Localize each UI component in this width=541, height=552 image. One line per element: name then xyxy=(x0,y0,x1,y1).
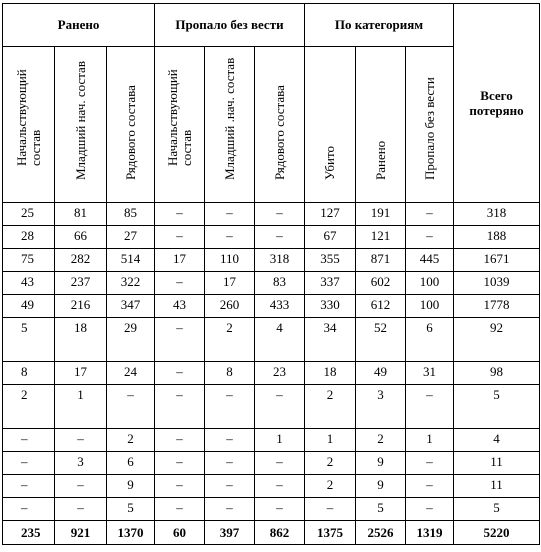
losses-table-container xyxy=(2,3,540,545)
subheader-label: Младший нач. состав xyxy=(72,61,88,180)
table-cell: – xyxy=(155,452,205,475)
table-cell: 23 xyxy=(255,362,305,385)
table-cell: – xyxy=(107,385,155,429)
table-cell: 8 xyxy=(205,362,255,385)
table-row xyxy=(3,295,540,318)
table-cell: – xyxy=(205,226,255,249)
table-cell: – xyxy=(205,429,255,452)
table-cell: – xyxy=(3,498,55,521)
table-cell: 1 xyxy=(55,385,107,429)
table-cell: – xyxy=(3,475,55,498)
table-cell: 11 xyxy=(454,452,540,475)
table-cell: 31 xyxy=(406,362,454,385)
table-cell: 6 xyxy=(107,452,155,475)
table-cell: 2 xyxy=(305,475,356,498)
table-cell: – xyxy=(205,498,255,521)
subheader-wounded-command xyxy=(3,47,55,203)
table-row xyxy=(3,362,540,385)
table-cell: 110 xyxy=(205,249,255,272)
table-cell: – xyxy=(255,226,305,249)
header-by-category: По категориям xyxy=(305,4,454,47)
header-wounded: Ранено xyxy=(3,4,155,47)
header-total-lost xyxy=(454,4,540,203)
total-cell: 5220 xyxy=(454,521,540,545)
table-cell: 216 xyxy=(55,295,107,318)
table-row xyxy=(3,498,540,521)
table-cell: 871 xyxy=(356,249,406,272)
table-cell: 92 xyxy=(454,318,540,362)
table-cell: 85 xyxy=(107,203,155,226)
table-cell: 2 xyxy=(305,385,356,429)
subheader-missing-junior xyxy=(205,47,255,203)
table-cell: 612 xyxy=(356,295,406,318)
total-cell: 2526 xyxy=(356,521,406,545)
table-cell: 337 xyxy=(305,272,356,295)
table-cell: 1 xyxy=(255,429,305,452)
subheader-killed xyxy=(305,47,356,203)
table-cell: – xyxy=(406,475,454,498)
table-cell: 75 xyxy=(3,249,55,272)
header-missing: Пропало без вести xyxy=(155,4,305,47)
subheader-label: Пропало без вести xyxy=(421,77,437,180)
table-cell: 28 xyxy=(3,226,55,249)
table-cell: 6 xyxy=(406,318,454,362)
table-cell: 2 xyxy=(205,318,255,362)
total-cell: 921 xyxy=(55,521,107,545)
table-cell: 5 xyxy=(454,498,540,521)
subheader-missing-rank xyxy=(255,47,305,203)
subheader-label: Младший .нач. состав xyxy=(221,57,237,180)
subheader-wounded-rank xyxy=(107,47,155,203)
subheader-label: Рядового состава xyxy=(122,85,138,180)
table-cell: 318 xyxy=(454,203,540,226)
table-cell: 347 xyxy=(107,295,155,318)
table-cell: – xyxy=(406,452,454,475)
table-cell: – xyxy=(55,475,107,498)
table-cell: 127 xyxy=(305,203,356,226)
subheader-label: Ранено xyxy=(372,140,388,180)
total-cell: 862 xyxy=(255,521,305,545)
table-cell: 9 xyxy=(356,475,406,498)
table-cell: 17 xyxy=(155,249,205,272)
table-cell: 282 xyxy=(55,249,107,272)
table-cell: – xyxy=(205,452,255,475)
table-cell: 2 xyxy=(107,429,155,452)
table-cell: 355 xyxy=(305,249,356,272)
table-cell: – xyxy=(55,498,107,521)
table-cell: – xyxy=(155,272,205,295)
table-cell: 5 xyxy=(3,318,55,362)
table-cell: – xyxy=(155,385,205,429)
table-cell: 66 xyxy=(55,226,107,249)
subheader-label: Рядового состава xyxy=(271,85,287,180)
table-cell: 3 xyxy=(356,385,406,429)
losses-table-body xyxy=(3,203,540,545)
table-cell: 2 xyxy=(3,385,55,429)
table-cell: 98 xyxy=(454,362,540,385)
table-cell: 260 xyxy=(205,295,255,318)
table-cell: 81 xyxy=(55,203,107,226)
table-cell: – xyxy=(3,429,55,452)
table-cell: 67 xyxy=(305,226,356,249)
table-cell: – xyxy=(255,475,305,498)
table-cell: 237 xyxy=(55,272,107,295)
table-cell: 34 xyxy=(305,318,356,362)
table-cell: – xyxy=(155,498,205,521)
table-cell: – xyxy=(55,429,107,452)
table-cell: 514 xyxy=(107,249,155,272)
table-cell: – xyxy=(255,385,305,429)
subheader-label: Начальствующий состав xyxy=(13,69,43,166)
table-cell: 5 xyxy=(356,498,406,521)
table-cell: 9 xyxy=(107,475,155,498)
table-row xyxy=(3,203,540,226)
table-cell: 4 xyxy=(454,429,540,452)
subheader-wounded-junior xyxy=(55,47,107,203)
subheader-missing-total xyxy=(406,47,454,203)
table-cell: – xyxy=(205,475,255,498)
table-cell: 433 xyxy=(255,295,305,318)
table-cell: 330 xyxy=(305,295,356,318)
table-cell: – xyxy=(406,203,454,226)
table-cell: 17 xyxy=(205,272,255,295)
table-cell: – xyxy=(155,429,205,452)
table-cell: 49 xyxy=(356,362,406,385)
table-cell: 1 xyxy=(406,429,454,452)
table-cell: – xyxy=(3,452,55,475)
table-cell: 27 xyxy=(107,226,155,249)
table-cell: 3 xyxy=(55,452,107,475)
table-cell: 18 xyxy=(55,318,107,362)
table-cell: – xyxy=(205,203,255,226)
table-cell: 5 xyxy=(454,385,540,429)
total-cell: 1319 xyxy=(406,521,454,545)
table-cell: 25 xyxy=(3,203,55,226)
table-cell: 322 xyxy=(107,272,155,295)
table-row xyxy=(3,318,540,362)
table-cell: 52 xyxy=(356,318,406,362)
total-cell: 60 xyxy=(155,521,205,545)
table-cell: – xyxy=(155,318,205,362)
table-cell: – xyxy=(155,475,205,498)
table-cell: 4 xyxy=(255,318,305,362)
table-cell: 49 xyxy=(3,295,55,318)
table-cell: 1 xyxy=(305,429,356,452)
table-row xyxy=(3,452,540,475)
losses-table xyxy=(2,3,540,545)
table-cell: 191 xyxy=(356,203,406,226)
table-cell: 1039 xyxy=(454,272,540,295)
table-cell: – xyxy=(255,452,305,475)
table-cell: 83 xyxy=(255,272,305,295)
table-cell: – xyxy=(155,226,205,249)
table-cell: 1671 xyxy=(454,249,540,272)
table-row xyxy=(3,226,540,249)
table-cell: 602 xyxy=(356,272,406,295)
table-row xyxy=(3,429,540,452)
subheader-label: Начальствующий состав xyxy=(164,69,194,166)
table-cell: – xyxy=(155,203,205,226)
table-cell: 100 xyxy=(406,272,454,295)
table-row xyxy=(3,385,540,429)
table-cell: – xyxy=(406,498,454,521)
table-cell: 9 xyxy=(356,452,406,475)
table-cell: 1778 xyxy=(454,295,540,318)
table-cell: – xyxy=(205,385,255,429)
header-total-lost-label: Всего потеряно xyxy=(469,88,524,118)
table-cell: 2 xyxy=(356,429,406,452)
total-cell: 235 xyxy=(3,521,55,545)
table-row xyxy=(3,475,540,498)
table-cell: 121 xyxy=(356,226,406,249)
table-cell: – xyxy=(406,226,454,249)
table-cell: 100 xyxy=(406,295,454,318)
table-cell: 24 xyxy=(107,362,155,385)
table-cell: – xyxy=(255,203,305,226)
subheader-label: Убито xyxy=(322,146,337,180)
total-cell: 1375 xyxy=(305,521,356,545)
table-cell: 29 xyxy=(107,318,155,362)
table-cell: 43 xyxy=(155,295,205,318)
table-cell: 2 xyxy=(305,452,356,475)
table-cell: 445 xyxy=(406,249,454,272)
table-cell: 8 xyxy=(3,362,55,385)
table-cell: 318 xyxy=(255,249,305,272)
table-cell: – xyxy=(305,498,356,521)
table-cell: 188 xyxy=(454,226,540,249)
table-cell: – xyxy=(255,498,305,521)
table-cell: 43 xyxy=(3,272,55,295)
table-cell: 17 xyxy=(55,362,107,385)
table-cell: – xyxy=(406,385,454,429)
table-cell: 5 xyxy=(107,498,155,521)
subheader-missing-command xyxy=(155,47,205,203)
total-cell: 1370 xyxy=(107,521,155,545)
totals-row xyxy=(3,521,540,545)
table-cell: 18 xyxy=(305,362,356,385)
table-cell: – xyxy=(155,362,205,385)
table-row xyxy=(3,272,540,295)
total-cell: 397 xyxy=(205,521,255,545)
table-cell: 11 xyxy=(454,475,540,498)
subheader-wounded-total xyxy=(356,47,406,203)
table-row xyxy=(3,249,540,272)
